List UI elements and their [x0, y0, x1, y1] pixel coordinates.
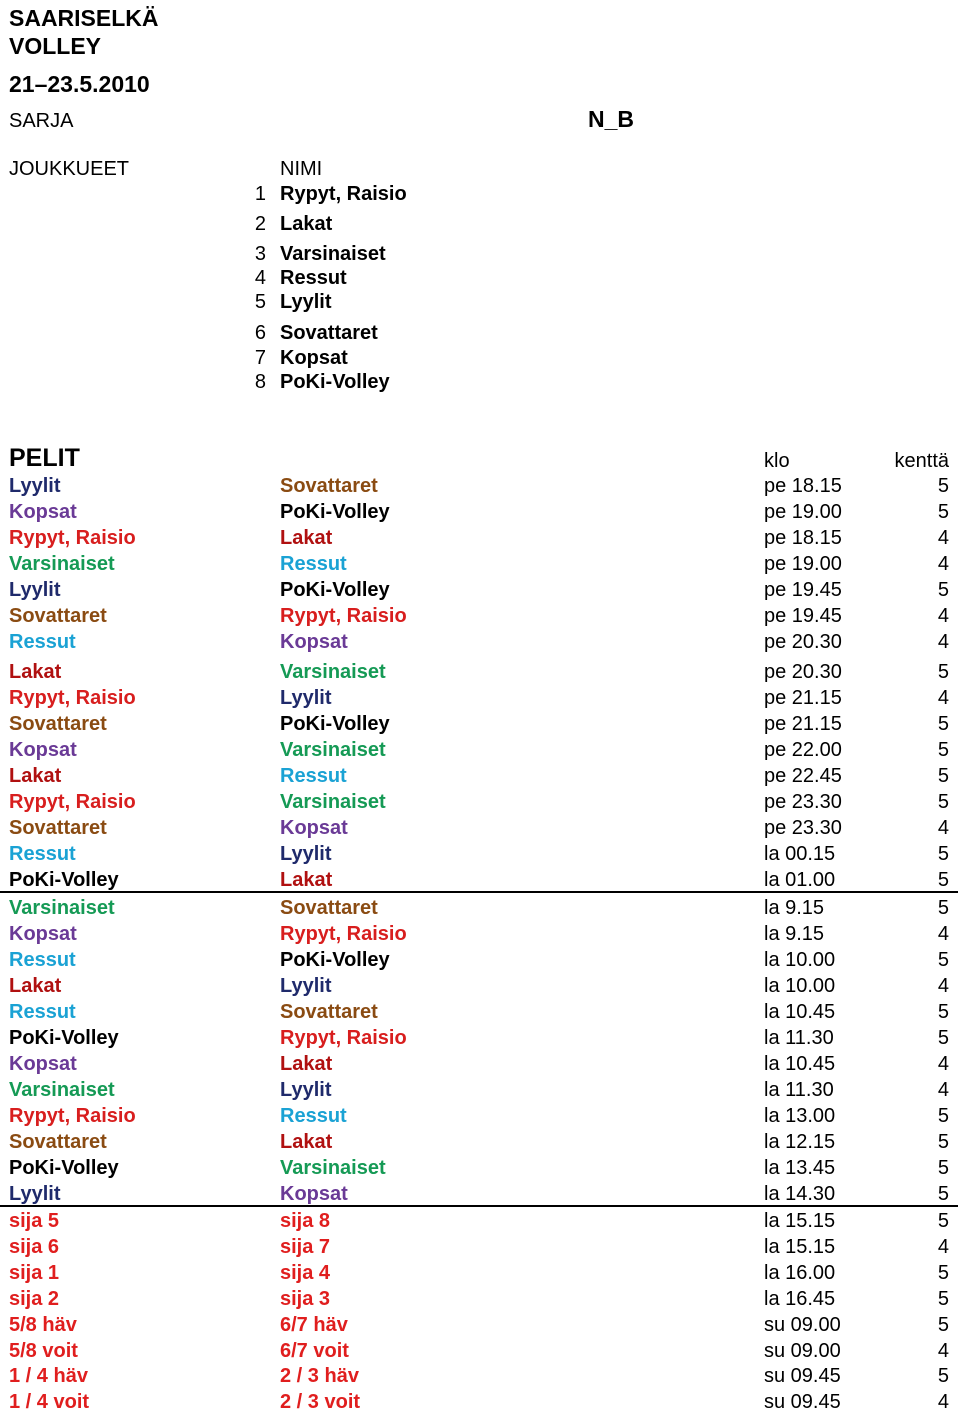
- home-team: PoKi-Volley: [9, 1157, 119, 1179]
- away-team: Rypyt, Raisio: [280, 1027, 407, 1049]
- home-team: PoKi-Volley: [9, 1027, 119, 1049]
- away-team: 6/7 voit: [280, 1340, 349, 1362]
- game-row: [0, 766, 960, 792]
- away-team: 2 / 3 voit: [280, 1391, 361, 1413]
- game-time: pe 22.45: [764, 765, 842, 787]
- game-time: pe 20.30: [764, 661, 842, 683]
- game-row: [0, 502, 960, 528]
- team-name: PoKi-Volley: [280, 371, 390, 393]
- away-team: Kopsat: [280, 631, 348, 653]
- game-court: 4: [937, 817, 949, 839]
- home-team: Kopsat: [9, 501, 77, 523]
- home-team: Kopsat: [9, 739, 77, 761]
- tournament-dates: 21–23.5.2010: [9, 71, 150, 97]
- game-time: su 09.45: [764, 1365, 841, 1387]
- away-team: Lakat: [280, 1131, 333, 1153]
- game-time: su 09.00: [764, 1340, 841, 1362]
- series-label: SARJA: [9, 110, 74, 132]
- away-team: sija 7: [280, 1236, 331, 1258]
- home-team: Ressut: [9, 843, 76, 865]
- home-team: Lyylit: [9, 475, 61, 497]
- game-time: la 11.30: [764, 1079, 834, 1101]
- game-row: [0, 976, 960, 1002]
- game-court: 5: [937, 1210, 949, 1232]
- game-row: [0, 1054, 960, 1080]
- game-row: [0, 1237, 960, 1263]
- home-team: 5/8 häv: [9, 1314, 77, 1336]
- game-time: pe 19.00: [764, 501, 842, 523]
- game-time: pe 22.00: [764, 739, 842, 761]
- game-court: 4: [937, 631, 949, 653]
- team-number: 2: [254, 213, 266, 235]
- away-team: sija 4: [280, 1262, 331, 1284]
- home-team: Sovattaret: [9, 1131, 107, 1153]
- game-time: pe 20.30: [764, 631, 842, 653]
- game-court: 5: [937, 501, 949, 523]
- section-divider: [0, 891, 958, 893]
- away-team: Sovattaret: [280, 475, 378, 497]
- series-value: N_B: [588, 106, 635, 132]
- home-team: Lyylit: [9, 579, 61, 601]
- game-time: la 00.15: [764, 843, 836, 865]
- game-court: 5: [937, 791, 949, 813]
- game-court: 5: [937, 475, 949, 497]
- game-court: 4: [937, 923, 949, 945]
- away-team: Varsinaiset: [280, 739, 386, 761]
- game-row: [0, 714, 960, 740]
- home-team: Ressut: [9, 1001, 76, 1023]
- away-team: Varsinaiset: [280, 791, 386, 813]
- game-court: 4: [937, 1391, 949, 1413]
- game-court: 5: [937, 739, 949, 761]
- away-team: Kopsat: [280, 1183, 348, 1205]
- game-court: 5: [937, 1157, 949, 1179]
- home-team: Ressut: [9, 631, 76, 653]
- game-time: la 10.00: [764, 975, 836, 997]
- away-team: Varsinaiset: [280, 661, 386, 683]
- game-time: la 15.15: [764, 1210, 836, 1232]
- game-row: [0, 1211, 960, 1237]
- away-team: Ressut: [280, 553, 347, 575]
- away-team: Rypyt, Raisio: [280, 605, 407, 627]
- game-time: la 11.30: [764, 1027, 834, 1049]
- home-team: Lakat: [9, 661, 62, 683]
- team-number: 1: [254, 183, 266, 205]
- away-team: Lyylit: [280, 1079, 332, 1101]
- home-team: Varsinaiset: [9, 897, 115, 919]
- team-number: 3: [254, 243, 266, 265]
- game-court: 5: [937, 949, 949, 971]
- away-team: Lakat: [280, 869, 333, 891]
- away-team: Rypyt, Raisio: [280, 923, 407, 945]
- game-row: [0, 1392, 960, 1418]
- game-court: 4: [937, 1053, 949, 1075]
- game-court: 5: [937, 1001, 949, 1023]
- away-team: sija 8: [280, 1210, 331, 1232]
- away-team: Lakat: [280, 527, 333, 549]
- game-row: [0, 1263, 960, 1289]
- game-court: 4: [937, 1079, 949, 1101]
- game-time: pe 18.15: [764, 527, 842, 549]
- game-court: 5: [937, 765, 949, 787]
- team-name: Rypyt, Raisio: [280, 183, 407, 205]
- game-row: [0, 688, 960, 714]
- game-row: [0, 662, 960, 688]
- game-row: [0, 476, 960, 502]
- game-court: 5: [937, 1314, 949, 1336]
- game-time: pe 23.30: [764, 791, 842, 813]
- home-team: Varsinaiset: [9, 1079, 115, 1101]
- game-court: 4: [937, 1340, 949, 1362]
- game-time: pe 19.45: [764, 579, 842, 601]
- away-team: PoKi-Volley: [280, 949, 390, 971]
- home-team: Lyylit: [9, 1183, 61, 1205]
- home-team: sija 6: [9, 1236, 60, 1258]
- game-time: la 14.30: [764, 1183, 836, 1205]
- team-name: Lyylit: [280, 291, 332, 313]
- teams-label: JOUKKUEET: [9, 158, 130, 180]
- home-team: 1 / 4 voit: [9, 1391, 90, 1413]
- team-name: Lakat: [280, 213, 333, 235]
- game-row: [0, 606, 960, 632]
- away-team: Varsinaiset: [280, 1157, 386, 1179]
- court-column-header: kenttä: [894, 450, 949, 472]
- game-row: [0, 1080, 960, 1106]
- away-team: Lyylit: [280, 975, 332, 997]
- away-team: sija 3: [280, 1288, 331, 1310]
- game-court: 4: [937, 527, 949, 549]
- team-name: Sovattaret: [280, 322, 378, 344]
- game-court: 4: [937, 687, 949, 709]
- game-court: 5: [937, 579, 949, 601]
- game-court: 5: [937, 897, 949, 919]
- game-time: la 9.15: [764, 923, 825, 945]
- game-court: 4: [937, 1236, 949, 1258]
- game-row: [0, 1028, 960, 1054]
- game-court: 5: [937, 1288, 949, 1310]
- home-team: Rypyt, Raisio: [9, 1105, 136, 1127]
- game-court: 5: [937, 1262, 949, 1284]
- game-time: la 9.15: [764, 897, 825, 919]
- game-time: la 13.00: [764, 1105, 836, 1127]
- game-court: 5: [937, 1131, 949, 1153]
- home-team: 5/8 voit: [9, 1340, 78, 1362]
- home-team: Sovattaret: [9, 817, 107, 839]
- away-team: Lakat: [280, 1053, 333, 1075]
- game-row: [0, 1366, 960, 1392]
- away-team: Ressut: [280, 1105, 347, 1127]
- tournament-title-line2: VOLLEY: [9, 33, 102, 59]
- game-row: [0, 924, 960, 950]
- game-time: pe 21.15: [764, 713, 842, 735]
- home-team: Kopsat: [9, 923, 77, 945]
- game-time: pe 19.00: [764, 553, 842, 575]
- game-row: [0, 1132, 960, 1158]
- time-column-header: klo: [764, 450, 790, 472]
- away-team: Kopsat: [280, 817, 348, 839]
- game-time: la 12.15: [764, 1131, 836, 1153]
- game-time: pe 19.45: [764, 605, 842, 627]
- game-time: pe 21.15: [764, 687, 842, 709]
- game-row: [0, 1341, 960, 1367]
- tournament-title-line1: SAARISELKÄ: [9, 5, 159, 31]
- game-time: su 09.00: [764, 1314, 841, 1336]
- game-row: [0, 740, 960, 766]
- game-court: 5: [937, 1027, 949, 1049]
- game-time: la 10.45: [764, 1001, 836, 1023]
- game-time: su 09.45: [764, 1391, 841, 1413]
- game-row: [0, 844, 960, 870]
- team-name: Kopsat: [280, 347, 348, 369]
- games-label: PELIT: [9, 444, 80, 472]
- game-time: la 15.15: [764, 1236, 836, 1258]
- home-team: Rypyt, Raisio: [9, 791, 136, 813]
- away-team: Lyylit: [280, 843, 332, 865]
- game-row: [0, 1106, 960, 1132]
- game-row: [0, 818, 960, 844]
- game-time: la 16.45: [764, 1288, 836, 1310]
- game-row: [0, 1315, 960, 1341]
- team-number: 5: [254, 291, 266, 313]
- home-team: 1 / 4 häv: [9, 1365, 88, 1387]
- team-number: 6: [254, 322, 266, 344]
- away-team: Ressut: [280, 765, 347, 787]
- away-team: Sovattaret: [280, 1001, 378, 1023]
- game-court: 5: [937, 1183, 949, 1205]
- game-row: [0, 950, 960, 976]
- game-court: 5: [937, 1365, 949, 1387]
- game-row: [0, 1158, 960, 1184]
- home-team: Ressut: [9, 949, 76, 971]
- teams-name-header: NIMI: [280, 158, 323, 180]
- home-team: Kopsat: [9, 1053, 77, 1075]
- game-row: [0, 632, 960, 658]
- game-time: pe 23.30: [764, 817, 842, 839]
- game-row: [0, 898, 960, 924]
- team-number: 7: [254, 347, 266, 369]
- away-team: PoKi-Volley: [280, 713, 390, 735]
- game-time: la 10.00: [764, 949, 836, 971]
- team-name: Ressut: [280, 267, 347, 289]
- game-row: [0, 1002, 960, 1028]
- home-team: Rypyt, Raisio: [9, 527, 136, 549]
- game-court: 4: [937, 605, 949, 627]
- game-time: la 01.00: [764, 869, 836, 891]
- game-row: [0, 528, 960, 554]
- home-team: Sovattaret: [9, 605, 107, 627]
- game-row: [0, 792, 960, 818]
- away-team: 6/7 häv: [280, 1314, 348, 1336]
- team-number: 4: [254, 267, 266, 289]
- away-team: PoKi-Volley: [280, 579, 390, 601]
- game-court: 5: [937, 1105, 949, 1127]
- home-team: Lakat: [9, 765, 62, 787]
- home-team: sija 2: [9, 1288, 60, 1310]
- game-court: 5: [937, 661, 949, 683]
- team-number: 8: [254, 371, 266, 393]
- game-time: pe 18.15: [764, 475, 842, 497]
- home-team: PoKi-Volley: [9, 869, 119, 891]
- game-time: la 13.45: [764, 1157, 836, 1179]
- game-court: 4: [937, 553, 949, 575]
- game-row: [0, 580, 960, 606]
- away-team: PoKi-Volley: [280, 501, 390, 523]
- home-team: Sovattaret: [9, 713, 107, 735]
- game-court: 5: [937, 713, 949, 735]
- game-court: 5: [937, 869, 949, 891]
- away-team: Lyylit: [280, 687, 332, 709]
- game-row: [0, 554, 960, 580]
- game-time: la 16.00: [764, 1262, 836, 1284]
- game-court: 4: [937, 975, 949, 997]
- game-time: la 10.45: [764, 1053, 836, 1075]
- home-team: sija 5: [9, 1210, 60, 1232]
- away-team: 2 / 3 häv: [280, 1365, 359, 1387]
- away-team: Sovattaret: [280, 897, 378, 919]
- home-team: sija 1: [9, 1262, 60, 1284]
- home-team: Varsinaiset: [9, 553, 115, 575]
- home-team: Rypyt, Raisio: [9, 687, 136, 709]
- section-divider: [0, 1205, 958, 1207]
- game-court: 5: [937, 843, 949, 865]
- home-team: Lakat: [9, 975, 62, 997]
- game-row: [0, 1289, 960, 1315]
- team-name: Varsinaiset: [280, 243, 386, 265]
